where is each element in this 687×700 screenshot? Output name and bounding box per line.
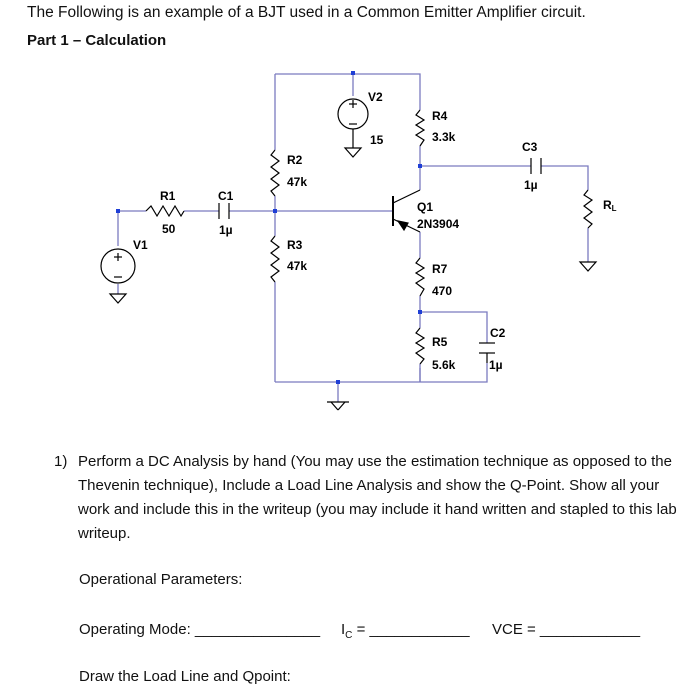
v1-name: V1: [133, 238, 148, 252]
r5-value: 5.6k: [432, 358, 456, 372]
transistor-q1: [393, 190, 420, 232]
c2-value: 1µ: [489, 358, 503, 372]
r3-name: R3: [287, 238, 303, 252]
operating-mode-field: Operating Mode: _______________: [79, 621, 321, 638]
capacitor-c1: [219, 203, 229, 219]
section-heading: Part 1 – Calculation: [27, 32, 167, 49]
r3-value: 47k: [287, 259, 308, 273]
resistor-r2: [271, 150, 279, 196]
c2-name: C2: [490, 326, 506, 340]
source-v2: [338, 99, 368, 157]
rl-name: RL: [603, 198, 617, 213]
page-title: The Following is an example of a BJT used in a Common Emitter Amplifier circuit.: [27, 4, 586, 21]
r2-name: R2: [287, 153, 303, 167]
circuit-wires: [118, 74, 588, 402]
r2-value: 47k: [287, 175, 308, 189]
ic-field: $I_C$ = ____________: [341, 621, 470, 641]
question-number: 1): [54, 453, 68, 470]
resistor-rl: [584, 190, 592, 228]
v2-name: V2: [368, 90, 383, 104]
source-v1: [101, 249, 135, 303]
r5-name: R5: [432, 335, 448, 349]
question-text: Perform a DC Analysis by hand (You may use the estimation technique as opposed to the Thevenin technique), Include a Load Line Analysis and show the Q-Point. Show all your work and include this in the writeup (you may include it hand written and stapled to this lab writeup.: [78, 453, 677, 542]
r4-value: 3.3k: [432, 130, 456, 144]
draw-load-line-prompt: Draw the Load Line and Qpoint:: [79, 668, 291, 685]
c1-name: C1: [218, 189, 234, 203]
r1-value: 50: [162, 222, 176, 236]
r1-name: R1: [160, 189, 176, 203]
capacitor-c3: [531, 158, 541, 174]
ground-symbol: [327, 402, 349, 410]
resistor-r4: [416, 110, 424, 146]
resistor-r7: [416, 258, 424, 296]
question-1: [54, 450, 679, 546]
resistor-r3: [271, 236, 279, 282]
v2-value: 15: [370, 133, 384, 147]
resistor-r5: [416, 328, 424, 364]
r7-value: 470: [432, 284, 453, 298]
operational-parameters-heading: Operational Parameters:: [79, 571, 243, 588]
q1-value: 2N3904: [417, 217, 460, 231]
c3-name: C3: [522, 140, 538, 154]
r4-name: R4: [432, 109, 448, 123]
r7-name: R7: [432, 262, 448, 276]
c3-value: 1µ: [524, 178, 538, 192]
resistor-r1: [146, 206, 184, 216]
q1-name: Q1: [417, 200, 434, 214]
c1-value: 1µ: [219, 223, 233, 237]
vce-field: VCE = ____________: [492, 621, 641, 638]
